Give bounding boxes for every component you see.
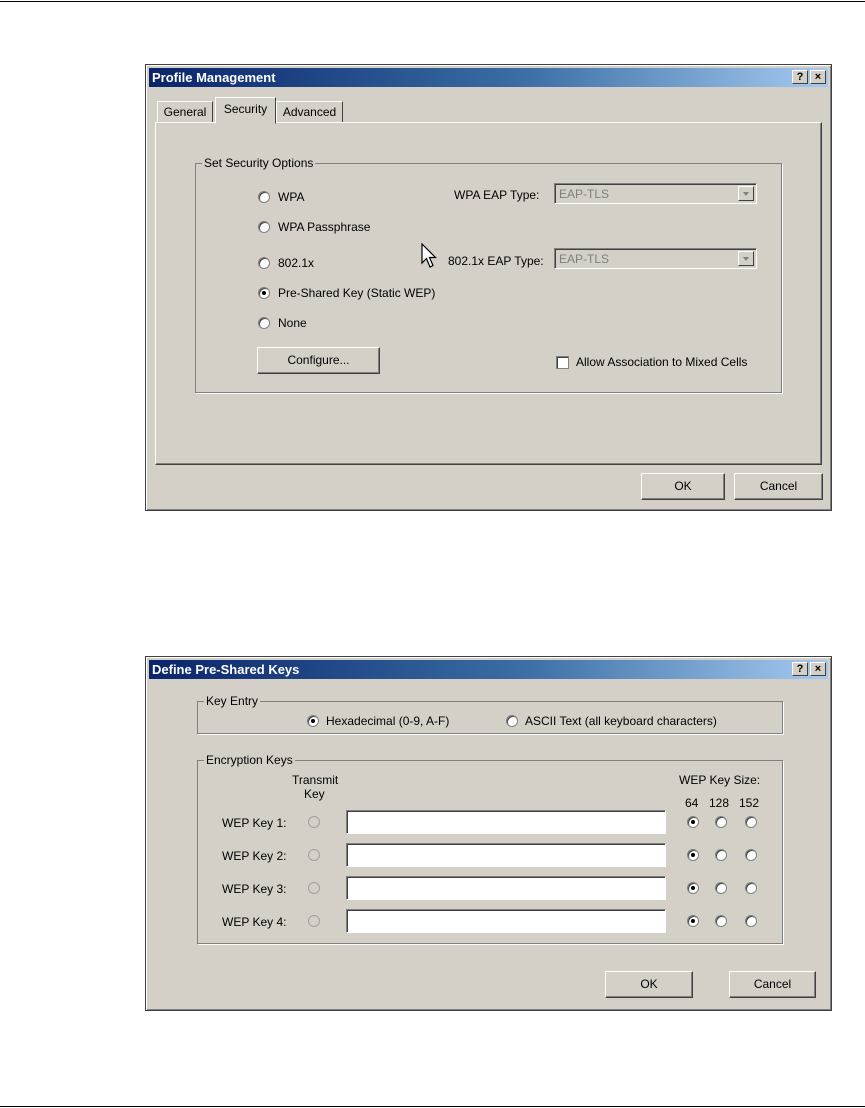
radio-8021x[interactable]	[258, 257, 270, 269]
chevron-down-icon[interactable]	[738, 251, 754, 266]
tab-security-label: Security	[223, 102, 268, 116]
key-3-size-152-radio[interactable]	[745, 882, 757, 894]
dialog-title: Define Pre-Shared Keys	[152, 662, 300, 677]
wep-key-3-label: WEP Key 3:	[222, 882, 287, 896]
key-size-128-header: 128	[709, 796, 730, 810]
mouse-pointer-icon	[421, 243, 437, 269]
radio-wpa-passphrase[interactable]	[258, 221, 270, 233]
key-4-size-152-radio[interactable]	[745, 915, 757, 927]
radio-ascii-label: ASCII Text (all keyboard characters)	[525, 714, 717, 728]
radio-selected-dot	[691, 853, 695, 857]
configure-button[interactable]: Configure...	[257, 347, 380, 374]
radio-ascii[interactable]	[506, 715, 518, 727]
top-rule	[0, 1, 865, 2]
encryption-keys-legend: Encryption Keys	[206, 753, 293, 767]
transmit-key-1-radio[interactable]	[308, 816, 320, 828]
radio-none[interactable]	[258, 317, 270, 329]
wep-key-4-label: WEP Key 4:	[222, 915, 287, 929]
radio-wpa-label: WPA	[278, 190, 305, 204]
chevron-down-icon[interactable]	[738, 186, 754, 201]
close-icon[interactable]: ×	[810, 662, 826, 676]
radio-selected-dot	[262, 291, 266, 295]
radio-none-label: None	[278, 316, 307, 330]
key-entry-legend: Key Entry	[206, 694, 259, 708]
dialog-title: Profile Management	[152, 70, 276, 85]
tab-advanced-label: Advanced	[282, 105, 337, 119]
tab-general[interactable]	[157, 101, 213, 122]
wep-key-1-label: WEP Key 1:	[222, 816, 287, 830]
radio-hexadecimal[interactable]	[307, 715, 319, 727]
bottom-rule	[0, 1106, 865, 1107]
radio-pre-shared-key[interactable]	[258, 287, 270, 299]
key-2-size-152-radio[interactable]	[745, 849, 757, 861]
cancel-button[interactable]: Cancel	[734, 473, 823, 500]
close-icon[interactable]: ×	[810, 70, 826, 84]
wep-key-1-input[interactable]	[346, 810, 666, 834]
radio-wpa[interactable]	[258, 191, 270, 203]
key-4-size-64-radio[interactable]	[687, 915, 699, 927]
key-1-size-64-radio[interactable]	[687, 816, 699, 828]
radio-selected-dot	[311, 719, 315, 723]
tab-advanced[interactable]	[276, 101, 343, 122]
key-size-152-header: 152	[739, 796, 760, 810]
key-1-size-128-radio[interactable]	[715, 816, 727, 828]
help-button[interactable]: ?	[792, 70, 808, 84]
key-4-size-128-radio[interactable]	[715, 915, 727, 927]
profile-management-dialog	[145, 64, 832, 511]
transmit-key-header: Transmit	[292, 773, 339, 787]
radio-selected-dot	[691, 886, 695, 890]
cancel-button[interactable]: Cancel	[729, 971, 816, 998]
transmit-key-3-radio[interactable]	[308, 882, 320, 894]
key-3-size-128-radio[interactable]	[715, 882, 727, 894]
transmit-key-2-radio[interactable]	[308, 849, 320, 861]
mixed-cells-label: Allow Association to Mixed Cells	[576, 355, 748, 369]
key-1-size-152-radio[interactable]	[745, 816, 757, 828]
wpa-eap-type-value: EAP-TLS	[559, 187, 610, 201]
8021x-eap-type-value: EAP-TLS	[559, 252, 610, 266]
radio-selected-dot	[691, 820, 695, 824]
wpa-eap-type-label: WPA EAP Type:	[454, 188, 540, 202]
key-2-size-64-radio[interactable]	[687, 849, 699, 861]
help-button[interactable]: ?	[792, 662, 808, 676]
radio-selected-dot	[691, 919, 695, 923]
wep-key-2-label: WEP Key 2:	[222, 849, 287, 863]
wep-key-3-input[interactable]	[346, 876, 666, 900]
ok-button[interactable]: OK	[641, 473, 725, 500]
define-pre-shared-keys-dialog	[145, 656, 832, 1011]
8021x-eap-type-label: 802.1x EAP Type:	[448, 254, 544, 268]
tab-general-label: General	[163, 105, 207, 119]
profile-titlebar	[149, 68, 828, 87]
wep-key-4-input[interactable]	[346, 909, 666, 933]
ok-button[interactable]: OK	[605, 971, 693, 998]
transmit-key-4-radio[interactable]	[308, 915, 320, 927]
radio-hexadecimal-label: Hexadecimal (0-9, A-F)	[326, 714, 450, 728]
key-3-size-64-radio[interactable]	[687, 882, 699, 894]
wep-key-size-header: WEP Key Size:	[679, 773, 761, 787]
key-size-64-header: 64	[685, 796, 699, 810]
radio-8021x-label: 802.1x	[278, 256, 315, 270]
8021x-eap-type-select[interactable]	[554, 248, 757, 269]
mixed-cells-checkbox[interactable]	[556, 356, 569, 369]
key-2-size-128-radio[interactable]	[715, 849, 727, 861]
transmit-key-header-2: Key	[304, 787, 325, 801]
radio-wpa-passphrase-label: WPA Passphrase	[278, 220, 371, 234]
security-options-legend: Set Security Options	[204, 156, 314, 170]
wep-key-2-input[interactable]	[346, 843, 666, 867]
radio-pre-shared-key-label: Pre-Shared Key (Static WEP)	[278, 286, 436, 300]
tab-security[interactable]	[215, 97, 276, 124]
wpa-eap-type-select[interactable]	[554, 183, 757, 204]
psk-titlebar	[149, 660, 828, 679]
